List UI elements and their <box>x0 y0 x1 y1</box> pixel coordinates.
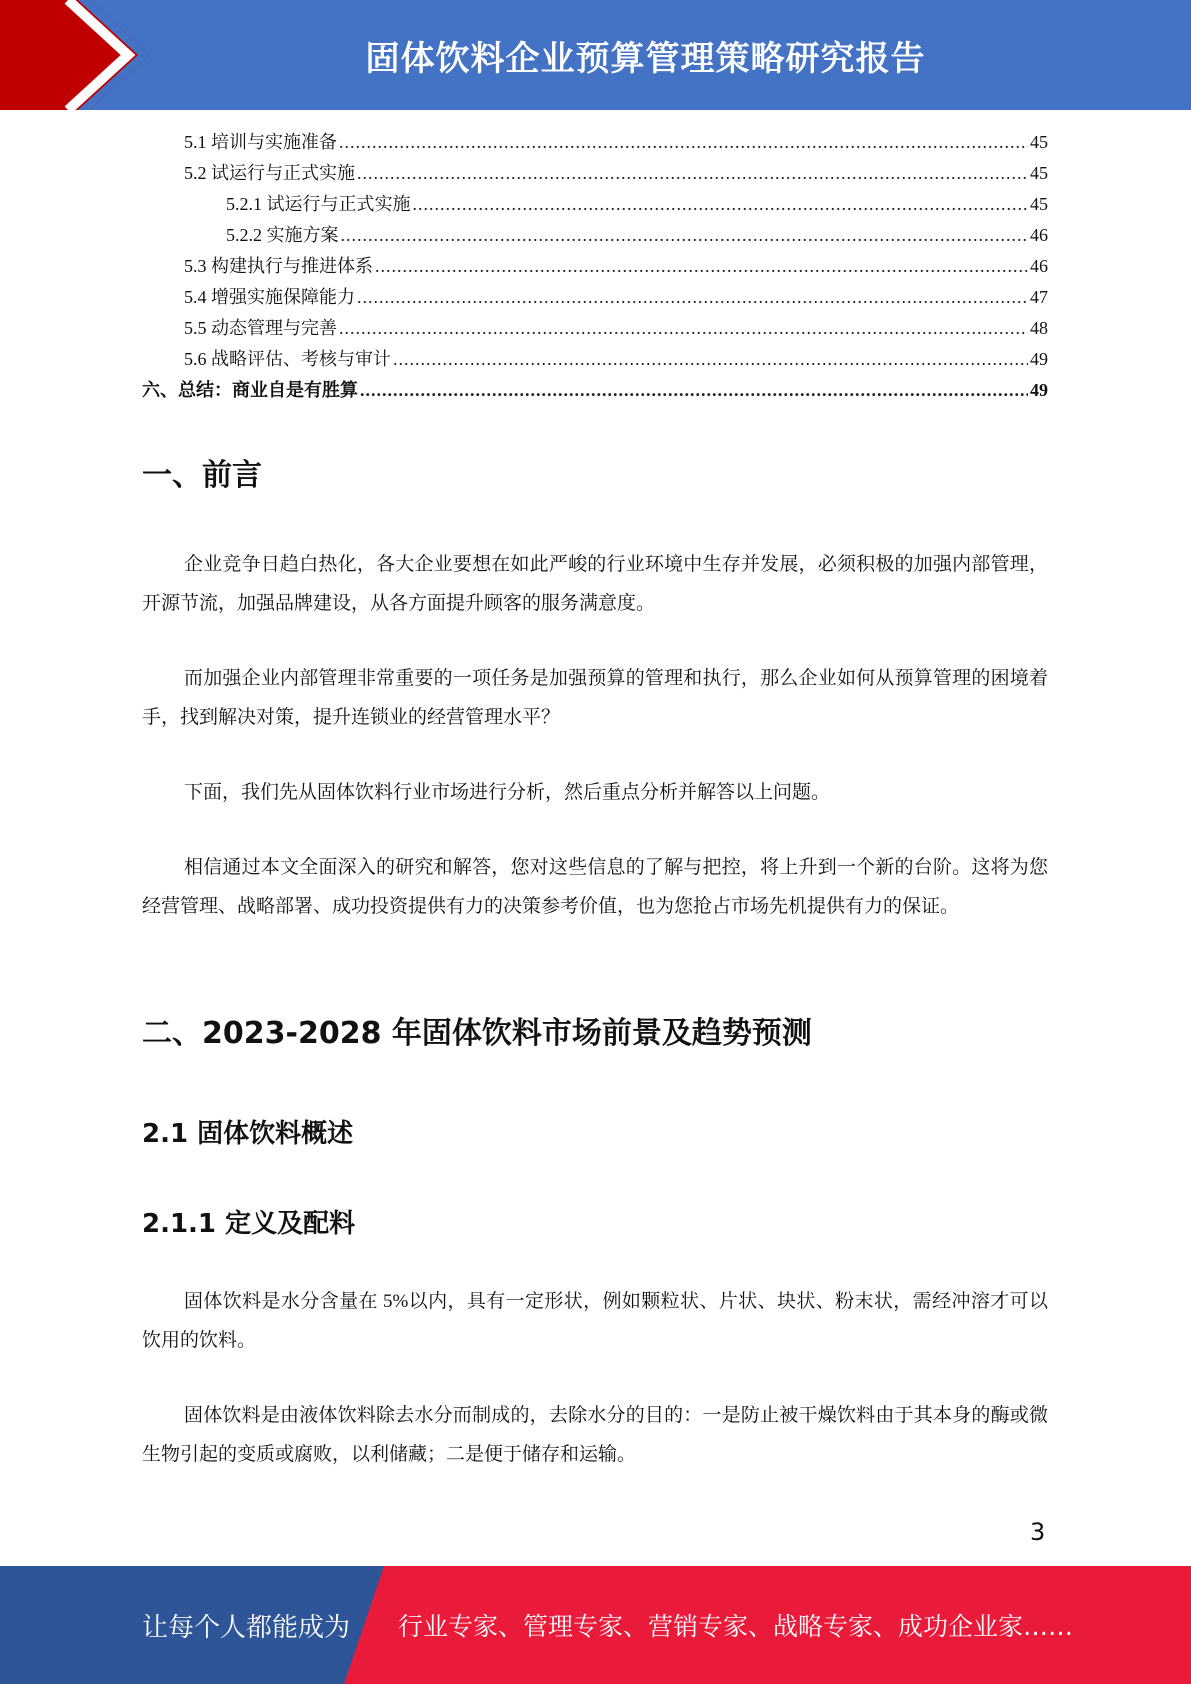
toc-dot-leader <box>360 380 1028 401</box>
toc-dot-leader <box>413 194 1029 215</box>
toc-entry[interactable] <box>142 345 1048 376</box>
chapter-2-heading: 二、2023-2028 年固体饮料市场前景及趋势预测 <box>142 1016 812 1051</box>
section-2-1-1-paragraph-2: 固体饮料是由液体饮料除去水分而制成的，去除水分的目的：一是防止被干燥饮料由于其本身的酶或微生物引起的变质或腐败，以利储藏；二是便于储存和运输。 <box>142 1405 1048 1465</box>
toc-entry-page: 45 <box>1030 163 1048 183</box>
toc-entry-page: 48 <box>1030 318 1048 338</box>
preface-paragraph-4: 相信通过本文全面深入的研究和解答，您对这些信息的了解与把控，将上升到一个新的台阶。这将为您经营管理、战略部署、成功投资提供有力的决策参考价值，也为您抢占市场先机提供有力的保证。 <box>142 857 1048 917</box>
toc-entry-page: 45 <box>1030 194 1048 214</box>
toc-entry-title: 5.1 培训与实施准备 <box>184 132 337 152</box>
footer-slogan-left: 让每个人都能成为 <box>142 1612 351 1643</box>
toc-entry[interactable] <box>142 314 1048 345</box>
toc-entry-page: 49 <box>1030 380 1048 400</box>
toc-dot-leader <box>393 349 1028 370</box>
section-2-1-1-heading: 2.1.1 定义及配料 <box>142 1209 356 1239</box>
toc-entry-page: 45 <box>1030 132 1048 152</box>
footer-slogan-right: 行业专家、管理专家、营销专家、战略专家、成功企业家…… <box>398 1612 1074 1641</box>
toc-entry[interactable] <box>142 376 1048 407</box>
toc-dot-leader <box>339 318 1028 339</box>
toc-entry-page: 47 <box>1030 287 1048 307</box>
section-2-1-heading: 2.1 固体饮料概述 <box>142 1119 354 1149</box>
toc-entry[interactable] <box>142 159 1048 190</box>
toc-entry[interactable] <box>142 128 1048 159</box>
preface-heading: 一、前言 <box>142 458 262 493</box>
toc-entry[interactable] <box>142 252 1048 283</box>
preface-paragraph-1: 企业竞争日趋白热化，各大企业要想在如此严峻的行业环境中生存并发展，必须积极的加强内部管理，开源节流，加强品牌建设，从各方面提升顾客的服务满意度。 <box>142 554 1048 614</box>
report-title: 固体饮料企业预算管理策略研究报告 <box>365 38 926 79</box>
header-bar <box>0 0 1191 110</box>
toc-entry-title: 六、总结：商业自是有胜算 <box>142 380 358 400</box>
toc-dot-leader <box>375 256 1028 277</box>
toc-entry[interactable] <box>142 190 1048 221</box>
toc-entry-page: 46 <box>1030 256 1048 276</box>
toc-entry[interactable] <box>142 221 1048 252</box>
toc-entry-title: 5.3 构建执行与推进体系 <box>184 256 373 276</box>
toc-dot-leader <box>341 225 1029 246</box>
table-of-contents <box>142 128 1048 407</box>
toc-dot-leader <box>339 132 1028 153</box>
toc-entry-page: 46 <box>1030 225 1048 245</box>
preface-paragraph-2: 而加强企业内部管理非常重要的一项任务是加强预算的管理和执行，那么企业如何从预算管理的困境着手，找到解决对策，提升连锁业的经营管理水平？ <box>142 668 1048 728</box>
page-number: 3 <box>1030 1518 1046 1546</box>
header-red-chevron <box>0 0 150 110</box>
toc-entry-title: 5.2 试运行与正式实施 <box>184 163 355 183</box>
toc-entry-title: 5.2.1 试运行与正式实施 <box>226 194 411 214</box>
toc-entry-title: 5.5 动态管理与完善 <box>184 318 337 338</box>
toc-entry[interactable] <box>142 283 1048 314</box>
toc-entry-title: 5.4 增强实施保障能力 <box>184 287 355 307</box>
toc-dot-leader <box>357 163 1028 184</box>
toc-entry-title: 5.6 战略评估、考核与审计 <box>184 349 391 369</box>
preface-paragraph-3: 下面，我们先从固体饮料行业市场进行分析，然后重点分析并解答以上问题。 <box>184 782 831 803</box>
section-2-1-1-paragraph-1: 固体饮料是水分含量在 5%以内，具有一定形状，例如颗粒状、片状、块状、粉末状，需经冲溶才可以饮用的饮料。 <box>142 1291 1048 1351</box>
toc-entry-page: 49 <box>1030 349 1048 369</box>
toc-dot-leader <box>357 287 1028 308</box>
toc-entry-title: 5.2.2 实施方案 <box>226 225 339 245</box>
